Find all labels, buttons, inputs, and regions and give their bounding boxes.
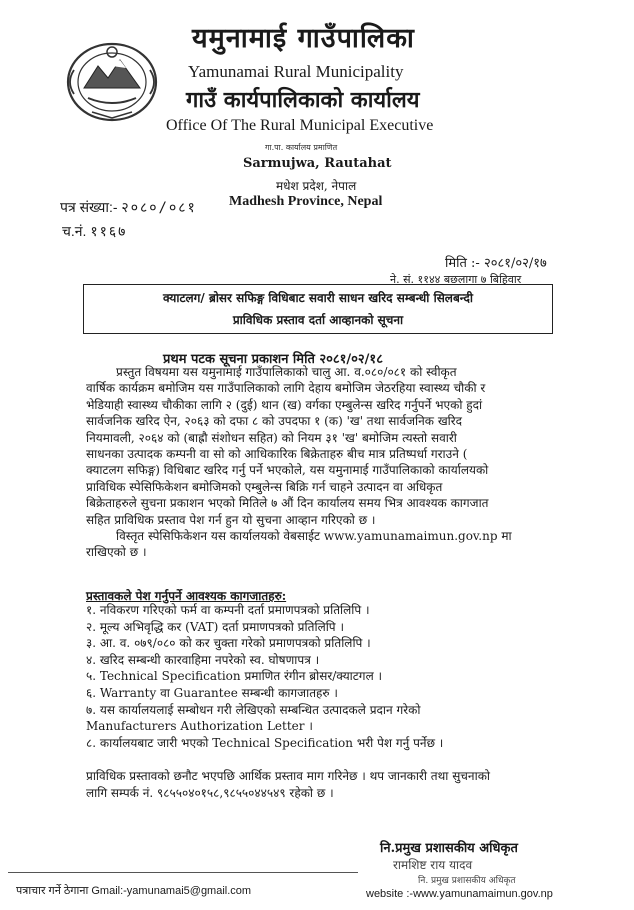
reference-label: पत्र संख्या:- (60, 199, 118, 215)
closing-line: प्राविधिक प्रस्तावको छनौट भएपछि आर्थिक प्रस्ताव माग गरिनेछ । थप जानकारी तथा सुचनाको (86, 769, 491, 783)
signatory-stamp: नि. प्रमुख प्रशासकीय अधिकृत (418, 876, 516, 886)
body-line: साधनका उत्पादक कम्पनी वा सो को आधिकारिक बिक्रेताहरु बीच मात्र प्रतिष्पर्धा गराउने ( (86, 447, 468, 462)
list-item: २. मूल्य अभिवृद्धि कर (VAT) दर्ता प्रमाणपत्रको प्रतिलिपि । (86, 619, 344, 634)
dispatch-number (62, 222, 127, 241)
list-item-continuation: Manufacturers Authorization Letter । (86, 719, 313, 734)
body-line: भेडियाही स्वास्थ्य चौकीका लागि २ (दुई) थान (ख) वर्गका एम्बुलेन्स खरिद गर्नुपर्ने भएको हुदां (86, 397, 483, 412)
body-line: सार्वजनिक खरिद ऐन, २०६३ को दफा ८ को उपदफा १ (क) 'ख' तथा सार्वजनिक खरिद (86, 414, 463, 429)
body-line: वार्षिक कार्यक्रम बमोजिम यस गाउँपालिकाको लागि देहाय बमोजिम जेठरहिया स्वास्थ्य चौकी र (86, 381, 486, 396)
office-stamp-text: गा.पा. कार्यालय प्रमाणित (265, 143, 338, 152)
signatory-name: रामशिष्ट राय यादव (393, 858, 473, 872)
body-line: प्रस्तुत विषयमा यस यमुनामाई गाउँपालिकाको चालु आ. व.०८०/०८१ को स्वीकृत (116, 365, 457, 379)
body-line: नियमावली, २०६४ को (बाह्रौ संशोधन सहित) को नियम ३१ 'ख' बमोजिम त्यस्तो सवारी (86, 430, 457, 445)
nepal-sambat-date: ने. सं. ११४४ बछलागा ७ बिहिवार (390, 273, 522, 286)
required-documents-list (86, 602, 556, 751)
list-item: ५. Technical Specification प्रमाणित रंगीन ब्रोसर/क्याटगल । (86, 669, 383, 684)
footer-website: website :-www.yamunamaimun.gov.np (366, 888, 553, 900)
body-line: प्राविधिक स्पेसिफिकेशन बमोजिमको एम्बुलेन्स बिक्रि गर्न चाहने उत्पादन वा अधिकृत (86, 479, 443, 494)
body-line-website: विस्तृत स्पेसिफिकेशन यस कार्यालयको वेबसाईट www.yamunamaimun.gov.np मा (116, 529, 512, 544)
signatory-title: नि.प्रमुख प्रशासकीय अधिकृत (380, 841, 518, 856)
reference-value: २०८०/०८१ (121, 200, 197, 216)
list-item: ७. यस कार्यालयलाई सम्बोधन गरी लेखिएको सम्बन्धित उत्पादकले प्रदान गरेको (86, 702, 421, 717)
closing-paragraph (86, 768, 566, 801)
footer-divider (8, 872, 358, 873)
office-title-english: Office Of The Rural Municipal Executive (166, 117, 434, 134)
office-address: Sarmujwa, Rautahat (243, 156, 392, 171)
body-line: राखिएको छ । (86, 545, 147, 560)
list-item: १. नविकरण गरिएको फर्म वा कम्पनी दर्ता प्रमाणपत्रको प्रतिलिपि । (86, 603, 370, 617)
required-documents-heading: प्रस्तावकले पेश गर्नुपर्ने आवश्यक कागजातहरु: (86, 589, 287, 603)
municipality-title-nepali: यमुनामाई गाउँपालिका (192, 23, 415, 54)
subject-box (83, 284, 553, 334)
closing-line: लागि सम्पर्क नं. ९८५५०४०१५८,९८५५०४४५४९ रहेको छ । (86, 785, 334, 800)
list-item: ३. आ. व. ०७९/०८० को कर चुक्ता गरेको प्रमाणपत्रको प्रतिलिपि । (86, 636, 371, 651)
dispatch-label: च.नं. (62, 223, 87, 239)
list-item: ८. कार्यालयबाट जारी भएको Technical Specification भरी पेश गर्नु पर्नेछ । (86, 735, 444, 750)
body-line: क्याटलग सफिङ्ग) विधिबाट खरिद गर्नु पर्ने भएकोले, यस यमुनामाई गाउँपालिकाको कार्यालयको (86, 463, 489, 478)
list-item: ४. खरिद सम्बन्धी कारवाहिमा नपरेको स्व. घोषणापत्र । (86, 652, 320, 667)
subject-line-2: प्राविधिक प्रस्ताव दर्ता आव्हानको सूचना (232, 313, 404, 327)
notice-publication-date: प्रथम पटक सूचना प्रकाशन मिति २०८१/०२/१८ (163, 352, 383, 367)
office-title-nepali: गाउँ कार्यपालिकाको कार्यालय (186, 87, 420, 113)
notice-body (86, 364, 556, 561)
province-english: Madhesh Province, Nepal (229, 194, 383, 209)
dispatch-value: ११६७ (90, 224, 128, 240)
body-line: बिक्रेताहरुले सुचना प्रकाशन भएको मितिले ७ औं दिन कार्यालय समय भित्र आवश्यक कागजात (86, 496, 489, 511)
municipality-emblem-logo (62, 36, 162, 126)
province-nepali: मधेश प्रदेश, नेपाल (276, 179, 357, 193)
body-line: सहित प्राविधिक प्रस्ताव पेश गर्न हुन यो सुचना आव्हान गरिएको छ । (86, 512, 376, 527)
footer-contact-email: पत्राचार गर्ने ठेगाना Gmail:-yamunamai5@gmail.com (16, 885, 252, 897)
list-item: ६. Warranty वा Guarantee सम्बन्धी कागजातहरु । (86, 685, 338, 700)
letter-date: मिति :- २०८१/०२/१७ (445, 256, 547, 271)
subject-line-1: क्याटलग/ ब्रोसर सफिङ्ग विधिबाट सवारी साधन खरिद सम्बन्धी सिलबन्दी (162, 291, 473, 305)
municipality-title-english: Yamunamai Rural Municipality (188, 62, 404, 81)
letter-reference-number (60, 198, 197, 217)
